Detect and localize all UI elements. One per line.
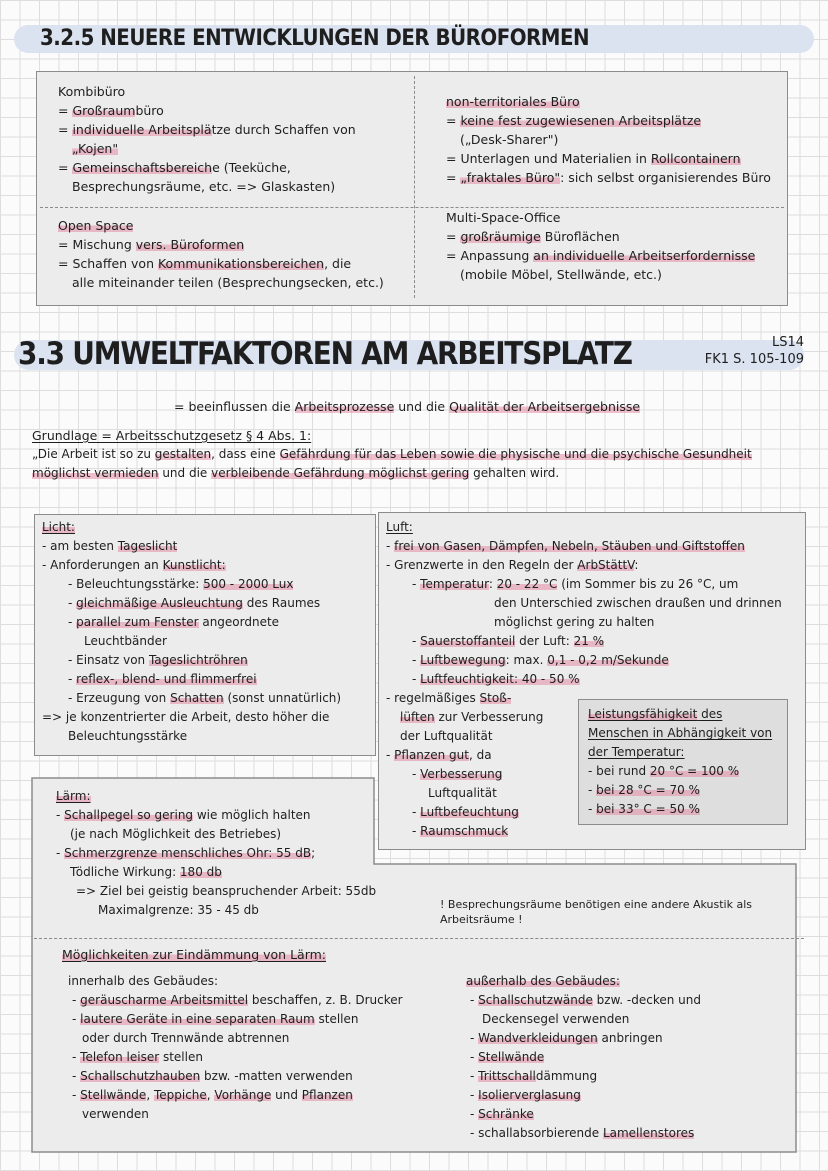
quote-line-1: „Die Arbeit ist so zu gestalten, dass eine Gefährdung für das Leben sowie die physische und die psychische Gesundheit <box>32 447 752 461</box>
text-line: verwenden <box>82 1107 149 1121</box>
text-line: - Luftbefeuchtung <box>412 805 519 819</box>
text-line: - am besten Tageslicht <box>42 539 178 553</box>
text-line: = individuelle Arbeitsplätze durch Schaffen von <box>58 122 356 137</box>
text-line: = großräumige Büroflächen <box>446 229 620 244</box>
quote-line-2: möglichst vermieden und die verbleibende Gefährdung möglichst gering gehalten wird. <box>32 466 560 480</box>
text-line: - Temperatur: 20 - 22 °C (im Sommer bis zu 26 °C, um <box>412 577 739 591</box>
text-line: - regelmäßiges Stoß- <box>386 691 512 705</box>
text-line: - bei 28 °C = 70 % <box>588 783 700 797</box>
text-line: - Stellwände, Teppiche, Vorhänge und Pflanzen <box>72 1088 353 1102</box>
laerm-divider <box>34 938 804 939</box>
text-line: ! Besprechungsräume benötigen eine andere Akustik als <box>440 898 753 911</box>
text-line: = Unterlagen und Materialien in Rollcontainern <box>446 151 741 166</box>
grundlage-label: Grundlage = Arbeitsschutzgesetz § 4 Abs. 1: <box>32 428 312 443</box>
text-line: - Schränke <box>470 1107 534 1121</box>
text-line: - Telefon leiser stellen <box>72 1050 203 1064</box>
text-line: - Raumschmuck <box>412 824 509 838</box>
text-line: Tödliche Wirkung: 180 db <box>70 865 222 879</box>
text-line: - frei von Gasen, Dämpfen, Nebeln, Stäuben und Giftstoffen <box>386 539 745 553</box>
text-line: Maximalgrenze: 35 - 45 db <box>98 903 259 917</box>
text-line: - Luftfeuchtigkeit: 40 - 50 % <box>412 672 580 686</box>
innerhalb-heading: innerhalb des Gebäudes: <box>68 974 218 988</box>
text-line: Arbeitsräume ! <box>440 913 523 926</box>
text-line: der Luftqualität <box>400 729 493 743</box>
text-line: „Kojen" <box>72 141 119 156</box>
text-line: alle miteinander teilen (Besprechungsecken, etc.) <box>72 275 384 290</box>
text-line: lüften zur Verbesserung <box>400 710 544 724</box>
text-line: = keine fest zugewiesenen Arbeitsplätze <box>446 113 702 128</box>
text-line: = Anpassung an individuelle Arbeitserfordernisse <box>446 248 756 263</box>
text-line: - reflex-, blend- und flimmerfrei <box>68 672 257 686</box>
open-space-block <box>58 216 384 292</box>
text-line: Menschen in Abhängigkeit von <box>588 726 773 740</box>
text-line: - Wandverkleidungen anbringen <box>470 1031 663 1045</box>
text-line: - bei rund 20 °C = 100 % <box>588 764 740 778</box>
akustik-note <box>440 897 752 927</box>
text-line: - parallel zum Fenster angeordnete <box>68 615 280 629</box>
reference-fk: FK1 S. 105-109 <box>704 352 804 367</box>
text-line: - Anforderungen an Kunstlicht: <box>42 558 226 572</box>
kombibuero-block <box>58 82 356 196</box>
text-line: möglichst gering zu halten <box>494 615 655 629</box>
text-line: - Verbesserung <box>412 767 503 781</box>
intro-line: = beeinflussen die Arbeitsprozesse und die Qualität der Arbeitsergebnisse <box>174 399 641 414</box>
text-line: - schallabsorbierende Lamellenstores <box>470 1126 695 1140</box>
luft-heading: Luft: <box>386 520 413 534</box>
text-line: - Stellwände <box>470 1050 545 1064</box>
ausserhalb-heading: außerhalb des Gebäudes: <box>466 974 620 988</box>
text-line: - geräuscharme Arbeitsmittel beschaffen, z. B. Drucker <box>72 993 403 1007</box>
licht-block <box>42 518 341 746</box>
text-line: - Erzeugung von Schatten (sonst unnatürlich) <box>68 691 342 705</box>
text-line: den Unterschied zwischen draußen und drinnen <box>494 596 782 610</box>
multi-space-block <box>446 208 755 284</box>
text-line: (je nach Möglichkeit des Betriebes) <box>70 827 282 841</box>
text-line: Leistungsfähigkeit des <box>588 707 723 721</box>
kombibuero-heading: Kombibüro <box>58 84 126 99</box>
text-line: - Isolierverglasung <box>470 1088 581 1102</box>
text-line: - bei 33° C = 50 % <box>588 802 700 816</box>
text-line: => Ziel bei geistig beanspruchender Arbeit: 55db <box>76 884 377 898</box>
text-line: - Pflanzen gut, da <box>386 748 492 762</box>
laerm-heading: Lärm: <box>56 789 91 803</box>
text-line: = „fraktales Büro": sich selbst organisierendes Büro <box>446 170 771 185</box>
text-line: = Gemeinschaftsbereiche (Teeküche, <box>58 160 291 175</box>
text-line: - Beleuchtungsstärke: 500 - 2000 Lux <box>68 577 294 591</box>
section-title: 3.2.5 NEUERE ENTWICKLUNGEN DER BÜROFORMEN <box>40 26 590 51</box>
text-line: - Sauerstoffanteil der Luft: 21 % <box>412 634 605 648</box>
text-line: - Schallpegel so gering wie möglich halten <box>56 808 311 822</box>
text-line: („Desk-Sharer") <box>460 132 559 147</box>
text-line: = Schaffen von Kommunikationsbereichen, die <box>58 256 352 271</box>
text-line: (mobile Möbel, Stellwände, etc.) <box>460 267 662 282</box>
non-territorial-heading: non-territoriales Büro <box>446 94 580 109</box>
ausserhalb-block <box>466 972 701 1143</box>
text-line: = Mischung vers. Büroformen <box>58 237 245 252</box>
text-line: - Trittschalldämmung <box>470 1069 598 1083</box>
text-line: Deckensegel verwenden <box>482 1012 630 1026</box>
text-line: = Großraumbüro <box>58 103 164 118</box>
text-line: - Luftbewegung: max. 0,1 - 0,2 m/Sekunde <box>412 653 669 667</box>
text-line: Besprechungsräume, etc. => Glaskasten) <box>72 179 336 194</box>
innerhalb-block <box>68 972 403 1124</box>
text-line: - Grenzwerte in den Regeln der ArbStättV: <box>386 558 639 572</box>
non-territorial-block <box>446 92 771 187</box>
text-line: Beleuchtungsstärke <box>68 729 188 743</box>
text-line: - Schallschutzwände bzw. -decken und <box>470 993 701 1007</box>
open-space-heading: Open Space <box>58 218 134 233</box>
reference-ls: LS14 <box>771 335 804 350</box>
moeglichkeiten-heading: Möglichkeiten zur Eindämmung von Lärm: <box>62 947 327 962</box>
text-line: oder durch Trennwände abtrennen <box>82 1031 290 1045</box>
licht-heading: Licht: <box>42 520 75 534</box>
text-line: Luftqualität <box>428 786 497 800</box>
text-line: Leuchtbänder <box>84 634 167 648</box>
section2-title: 3.3 UMWELTFAKTOREN AM ARBEITSPLATZ <box>18 336 632 372</box>
text-line: der Temperatur: <box>588 745 685 759</box>
text-line: - Schallschutzhauben bzw. -matten verwenden <box>72 1069 353 1083</box>
divider-vertical <box>414 76 415 298</box>
text-line: => je konzentrierter die Arbeit, desto höher die <box>42 710 330 724</box>
text-line: - Einsatz von Tageslichtröhren <box>68 653 248 667</box>
text-line: - lautere Geräte in eine separaten Raum stellen <box>72 1012 359 1026</box>
multi-space-heading: Multi-Space-Office <box>446 210 561 225</box>
laerm-block <box>56 787 376 920</box>
text-line: - gleichmäßige Ausleuchtung des Raumes <box>68 596 321 610</box>
text-line: - Schmerzgrenze menschliches Ohr: 55 dB; <box>56 846 316 860</box>
